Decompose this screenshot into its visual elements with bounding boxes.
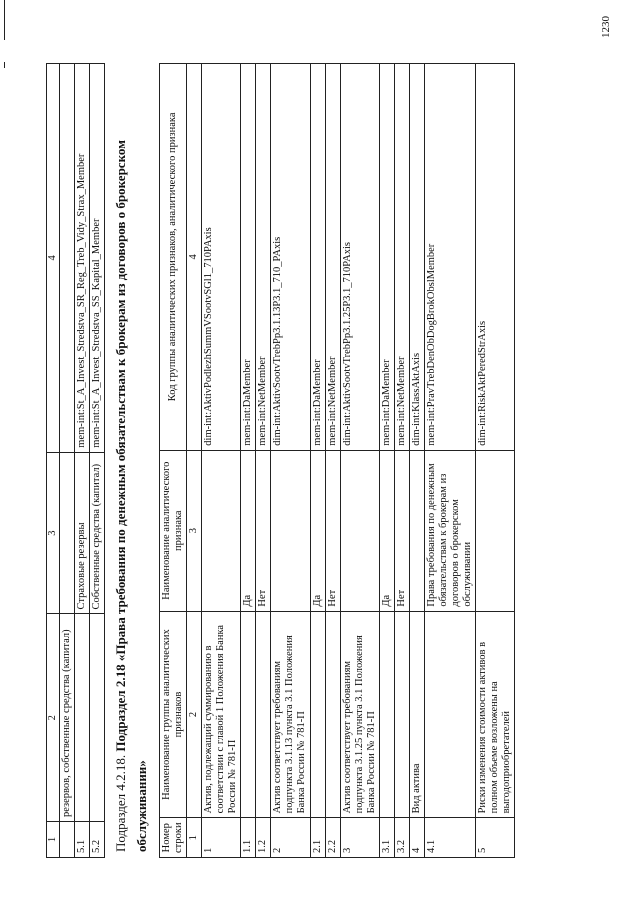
header-cell: Код группы аналитических признаков, аналитического признака xyxy=(159,64,186,451)
attribute-name xyxy=(409,450,424,611)
header-cell: Наименование аналитического признака xyxy=(159,450,186,611)
column-number: 2 xyxy=(47,614,60,822)
column-number: 2 xyxy=(186,611,201,818)
row-number: 5 xyxy=(476,818,515,858)
code: mem-int:St_A_Invest_Stredstva_SS_Kapital_Member xyxy=(90,64,105,453)
row-number xyxy=(60,822,75,858)
attribute-name: Страховые резервы xyxy=(75,452,90,614)
header-cell: Номер строки xyxy=(159,818,186,858)
table-row xyxy=(60,64,75,858)
attribute-name xyxy=(271,450,310,611)
table-row xyxy=(310,64,325,858)
attribute-name: Да xyxy=(241,450,256,611)
code: dim-int:AktivPodlezhSummVSootvSGl1_710PAxis xyxy=(202,64,241,451)
code: mem-int:St_A_Invest_Stredstva_SR_Reg_Treb_Vidy_Strax_Member xyxy=(75,64,90,453)
code: mem-int:NetMember xyxy=(325,64,340,451)
group-name xyxy=(90,614,105,822)
group-name xyxy=(256,611,271,818)
group-name: Актив соответствует требованиям подпункта 3.1.25 пункта 3.1 Положения Банка России № 781-П xyxy=(340,611,379,818)
column-number-row xyxy=(47,64,60,858)
row-number: 1 xyxy=(202,818,241,858)
row-number: 4.1 xyxy=(425,818,476,858)
column-number: 1 xyxy=(186,818,201,858)
attribute-name: Нет xyxy=(394,450,409,611)
column-number: 4 xyxy=(186,64,201,451)
row-number: 2 xyxy=(271,818,310,858)
row-number: 3.2 xyxy=(394,818,409,858)
code: mem-int:DaMember xyxy=(379,64,394,451)
attribute-name xyxy=(202,450,241,611)
code: mem-int:NetMember xyxy=(256,64,271,451)
table-row xyxy=(271,64,310,858)
attribute-name: Нет xyxy=(325,450,340,611)
row-number: 3 xyxy=(340,818,379,858)
attribute-name: Да xyxy=(310,450,325,611)
row-number: 3.1 xyxy=(379,818,394,858)
attribute-name: Права требования по денежным обязательствам к брокерам из договоров о брокерском обслуживании xyxy=(425,450,476,611)
table-row xyxy=(75,64,90,858)
table-row xyxy=(394,64,409,858)
section-heading-title: Подраздел 2.18 «Права требования по денежным обязательствам к брокерам из договоров о брокерском обслуживании» xyxy=(113,140,150,852)
table-header-row xyxy=(159,64,186,858)
group-name: резервов, собственные средства (капитал) xyxy=(60,614,75,822)
row-number: 1.2 xyxy=(256,818,271,858)
section-heading xyxy=(111,92,153,852)
rotated-page-content xyxy=(46,63,606,858)
row-number: 1.1 xyxy=(241,818,256,858)
code: dim-int:RiskAktPeredStrAxis xyxy=(476,64,515,451)
column-number-row xyxy=(186,64,201,858)
continuation-table xyxy=(46,63,105,858)
attribute-name: Собственные средства (капитал) xyxy=(90,452,105,614)
group-name xyxy=(425,611,476,818)
table-row xyxy=(476,64,515,858)
table-row xyxy=(379,64,394,858)
attribute-name: Нет xyxy=(256,450,271,611)
table-row xyxy=(340,64,379,858)
code: mem-int:NetMember xyxy=(394,64,409,451)
column-number: 1 xyxy=(47,822,60,858)
group-name xyxy=(241,611,256,818)
scan-edge-mark xyxy=(4,0,5,40)
row-number: 4 xyxy=(409,818,424,858)
attribute-name xyxy=(60,452,75,614)
group-name xyxy=(379,611,394,818)
group-name: Вид актива xyxy=(409,611,424,818)
group-name xyxy=(325,611,340,818)
page-number: 1230 xyxy=(600,16,612,38)
row-number: 5.1 xyxy=(75,822,90,858)
header-cell: Наименование группы аналитических признаков xyxy=(159,611,186,818)
table-row xyxy=(90,64,105,858)
code: dim-int:AktivSootvTrebPp3.1.13P3.1_710_PAxis xyxy=(271,64,310,451)
row-number: 5.2 xyxy=(90,822,105,858)
group-name xyxy=(394,611,409,818)
attributes-table xyxy=(159,63,516,858)
group-name xyxy=(75,614,90,822)
group-name: Актив, подлежащий суммированию в соответствии с главой 1 Положения Банка России № 781-П xyxy=(202,611,241,818)
code: mem-int:DaMember xyxy=(241,64,256,451)
column-number: 4 xyxy=(47,64,60,453)
table-row xyxy=(409,64,424,858)
attribute-name xyxy=(476,450,515,611)
group-name xyxy=(310,611,325,818)
table-row xyxy=(325,64,340,858)
attribute-name: Да xyxy=(379,450,394,611)
section-heading-prefix: Подраздел 4.2.18. xyxy=(113,751,129,852)
row-number: 2.2 xyxy=(325,818,340,858)
table-row xyxy=(256,64,271,858)
row-number: 2.1 xyxy=(310,818,325,858)
code xyxy=(60,64,75,453)
code: mem-int:PravTrebDenObDogBrokObslMember xyxy=(425,64,476,451)
column-number: 3 xyxy=(186,450,201,611)
table-row xyxy=(425,64,476,858)
group-name: Риски изменения стоимости активов в полном объеме возложены на выгодоприобретателей xyxy=(476,611,515,818)
column-number: 3 xyxy=(47,452,60,614)
scan-edge-mark xyxy=(4,62,5,68)
attribute-name xyxy=(340,450,379,611)
code: dim-int:KlassAktAxis xyxy=(409,64,424,451)
code: mem-int:DaMember xyxy=(310,64,325,451)
table-row xyxy=(241,64,256,858)
table-row xyxy=(202,64,241,858)
code: dim-int:AktivSootvTrebPp3.1.25P3.1_710PAxis xyxy=(340,64,379,451)
group-name: Актив соответствует требованиям подпункта 3.1.13 пункта 3.1 Положения Банка России № 781-П xyxy=(271,611,310,818)
